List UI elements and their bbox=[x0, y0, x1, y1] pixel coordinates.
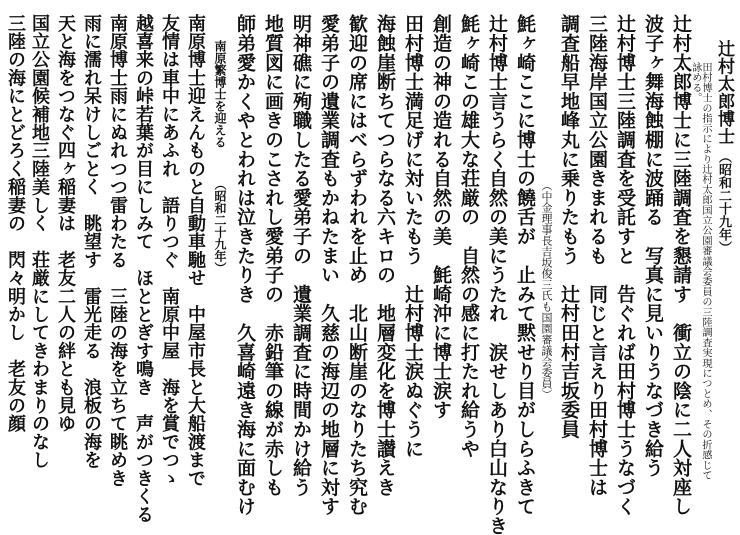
verse-line: 田村博士満足げに対いたもう 辻村博士涙ぬぐうに bbox=[402, 14, 424, 458]
verse-line: 雨に濡れ呆けしごとく 眺望す 雷光走る 浪板の海を bbox=[81, 14, 102, 469]
verse-line: 師弟愛かくやとわれは泣きたりき 久喜崎遠き海に面むけ bbox=[234, 14, 256, 516]
verse-line: 波子ヶ舞海蝕棚に波踊る 写真に見いりうなづき給う bbox=[642, 14, 664, 478]
verse-line: 天と海をつなぐ四ヶ稲妻は 老友二人の絆とも見ゆ bbox=[55, 14, 76, 433]
verse-line: 海蝕崖断ちてつらなる六キロの 地層変化を博士讃えき bbox=[374, 14, 396, 497]
verse-line: 友情は車中にあふれ 語りつぐ 南原中屋 海を賞でつゝ bbox=[159, 14, 180, 488]
verse-line: 南原博士迎えんものと自動車馳せ 中屋市長と大船渡まで bbox=[185, 14, 206, 488]
verse-line: 辻村博士三陸調査を受託すと 告ぐれば田村博士うなづく bbox=[614, 14, 636, 516]
verse-line: 地質図に画きのこされし愛弟子の 赤鉛筆の線が赤しも bbox=[262, 14, 284, 497]
verse-line: 調査船早地峰丸に乗りたもう 辻村田村吉坂委員 bbox=[558, 14, 580, 439]
verse-line: 創造の神の造れる自然の美 魹崎沖に博士涙す bbox=[430, 14, 452, 420]
verse-line: 越喜来の峠若葉が目にしみて ほととぎす鳴き 声がつきくる bbox=[133, 14, 154, 524]
verse-line: 魹ヶ崎ここに博士の饒舌が 止みて黙せり目がしらふきて bbox=[514, 14, 536, 516]
verse-line: 明神礁に殉職したる愛弟子の 遺業調査に時間かけ給う bbox=[290, 14, 312, 497]
verse-line: 歓迎の席にはべらずわれを止め 北山断崖のなりたち究む bbox=[346, 14, 368, 516]
verse-line: 辻村博士言うらく自然の美にうたれ 涙せしあり白山なりき bbox=[486, 14, 508, 535]
verse-line: 愛弟子の遺業調査もかねたまい 久慈の海辺の地層に対す bbox=[318, 14, 340, 516]
section1-title: 辻村太郎博士 bbox=[714, 40, 734, 145]
section2-era: （昭和二十九年） bbox=[213, 178, 227, 274]
section1-note: 田村博士の指示により辻村太郎国立公園審議会委員の三陸調査実現につとめ、その折感じて詠める。 bbox=[689, 62, 711, 481]
verse-line: 三陸の海にとどろく稲妻の 閃々明かし 老友の顔 bbox=[5, 14, 26, 433]
verse-line: 南原博士雨にぬれつつ雷わたる 三陸の海を立ちて眺めき bbox=[107, 14, 128, 488]
section1-era: （昭和二十九年） bbox=[716, 150, 731, 254]
section2-title: 南原繁博士を迎える bbox=[213, 40, 227, 148]
verse-note: （中金理事長吉坂俊三氏も国園審議会委員） bbox=[540, 180, 553, 400]
verse-line: 辻村太郎博士に三陸調査を懇請す 衝立の陰に二人対座し bbox=[670, 14, 692, 516]
verse-line: 三陸海岸国立公園きまれるも 同じと言えり田村博士は bbox=[586, 14, 608, 497]
verse-line: 魹ヶ崎この雄大な荘厳の 自然の感に打たれ給うや bbox=[458, 14, 480, 458]
verse-line: 国立公園候補地三陸美しく 荘厳にしてきわまりのなし bbox=[29, 14, 50, 469]
